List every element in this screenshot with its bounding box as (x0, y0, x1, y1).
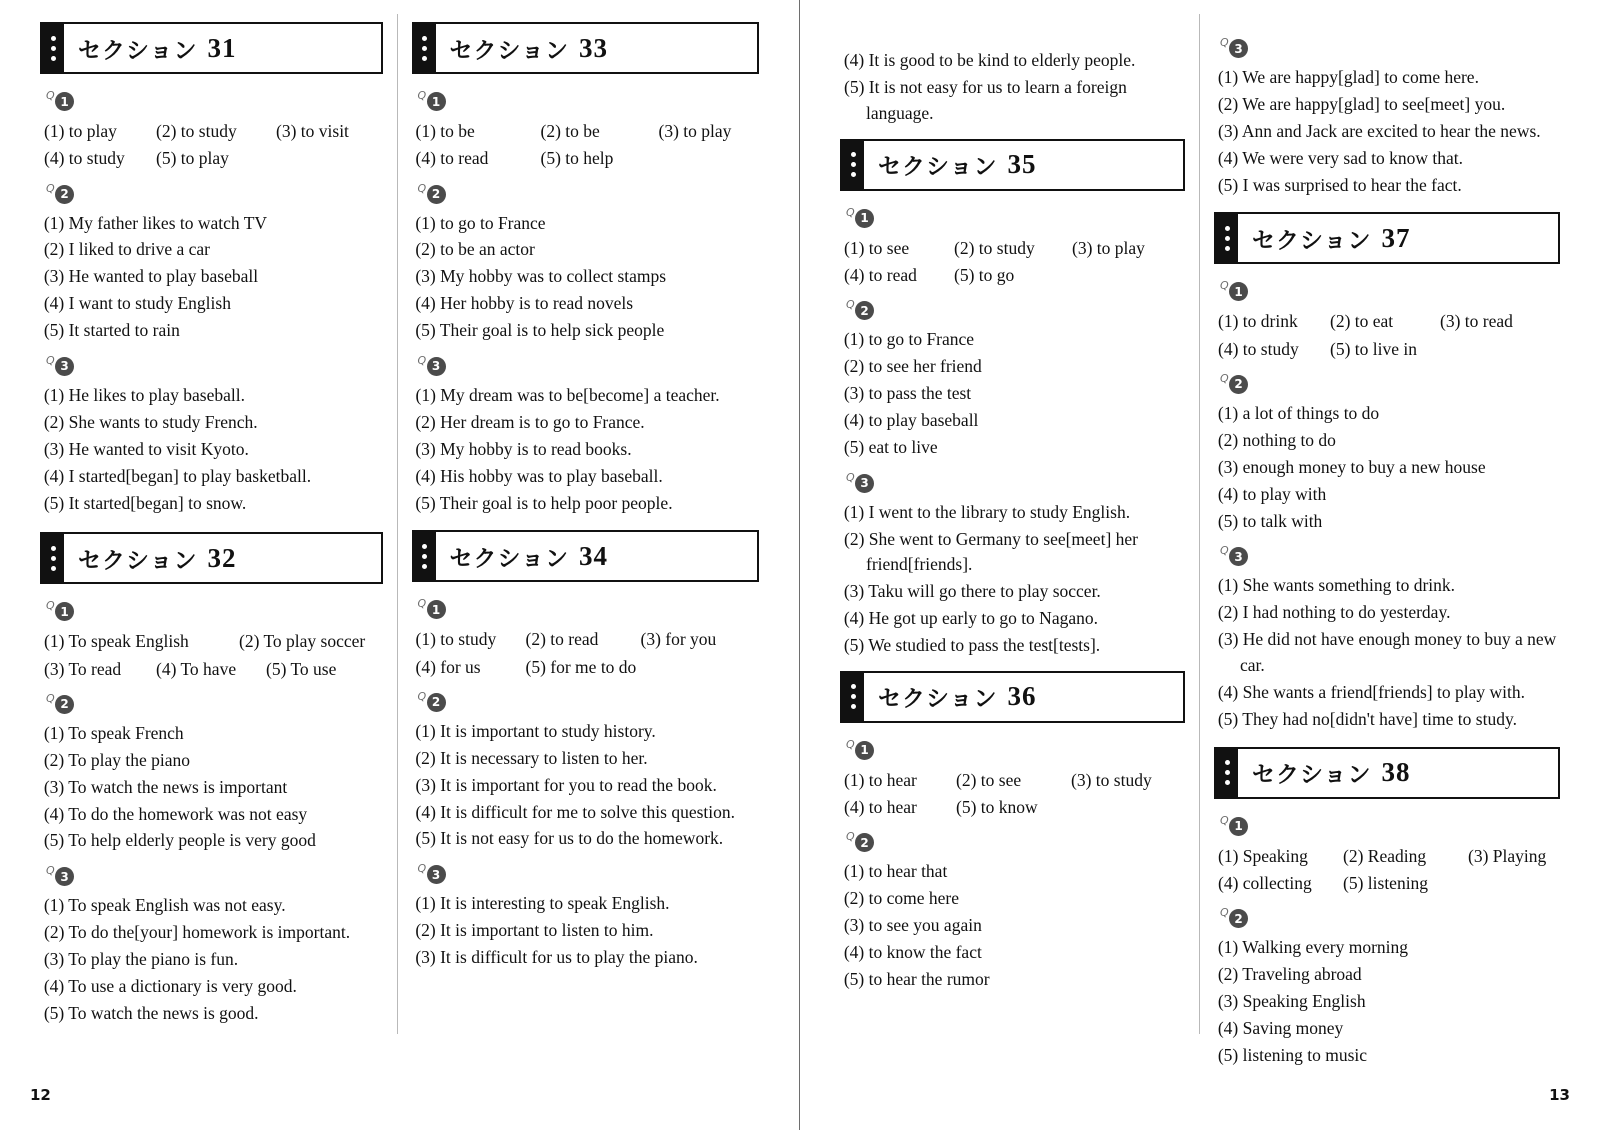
spine-dot-icon (851, 704, 856, 709)
answer-item: (2) To do the[your] homework is important. (44, 922, 351, 943)
q-letter: Q (417, 181, 427, 195)
spine-dot-icon (51, 546, 56, 551)
question-number: 3 (855, 474, 874, 493)
answer-item: (1) to go to France (843, 329, 975, 350)
spine-dot-icon (422, 56, 427, 61)
answer-item: (5) to live in (1330, 338, 1417, 359)
section-title-text: セクション (449, 37, 570, 64)
section-title-text: セクション (449, 545, 570, 572)
section-header-33 (412, 22, 760, 74)
answer-item: (3) to study (1071, 769, 1152, 790)
spine-dot-icon (422, 554, 427, 559)
question-badge-1 (1220, 814, 1250, 836)
answer-item: (1) I went to the library to study English. (843, 501, 1131, 522)
answer-item: (3) To play the piano is fun. (43, 949, 239, 970)
answer-line (40, 118, 383, 144)
q-letter: Q (846, 737, 855, 751)
q-letter: Q (1220, 371, 1229, 385)
question-badge-3 (1220, 36, 1250, 58)
answer-item: (2) We are happy[glad] to see[meet] you. (1217, 93, 1506, 114)
answer-item: (4) to play baseball (843, 409, 979, 430)
question-number: 2 (1229, 375, 1248, 394)
answer-line (840, 235, 1185, 261)
answer-item: (4) We were very sad to know that. (1217, 147, 1463, 168)
q-letter: Q (417, 689, 427, 703)
question-number: 1 (55, 92, 74, 111)
section-title-32 (64, 534, 381, 582)
question-number: 2 (55, 695, 74, 714)
section-number: 31 (207, 32, 237, 63)
answer-item: (4) Her hobby is to read novels (415, 293, 634, 314)
question-number: 2 (427, 185, 446, 204)
question-badge-2 (46, 182, 76, 204)
answer-line (40, 628, 383, 654)
answer-item: (3) to play (658, 121, 732, 141)
spine-dot-icon (1225, 770, 1230, 775)
question-badge-2 (1220, 906, 1250, 928)
answer-item: (3) He did not have enough money to buy a new car. (1218, 629, 1557, 676)
answer-item: (2) It is important to listen to him. (415, 920, 654, 941)
section-number: 37 (1381, 222, 1411, 253)
answer-item: (5) It started to rain (43, 320, 180, 341)
answer-item: (4) Saving money (1217, 1017, 1344, 1038)
section-number: 32 (207, 542, 237, 573)
answer-item: (3) Playing (1468, 845, 1547, 866)
section-title-text: セクション (78, 547, 198, 574)
answer-item: (5) Their goal is to help sick people (415, 320, 665, 341)
right-column-2 (1200, 14, 1574, 1065)
section-title-31 (64, 24, 381, 72)
answer-item: (5) It started[began] to snow. (43, 492, 247, 513)
answer-line (1214, 870, 1560, 896)
spine-dot-icon (1225, 246, 1230, 251)
answer-item: (4) to know the fact (843, 942, 982, 963)
answer-item: (4) collecting (1218, 873, 1312, 893)
answer-item: (3) to visit (276, 121, 349, 141)
q-letter: Q (846, 830, 855, 844)
q-letter: Q (846, 298, 855, 312)
answer-item: (4) I started[began] to play basketball. (43, 465, 312, 486)
answer-item: (2) She wants to study French. (43, 411, 258, 432)
spine-dot-icon (851, 162, 856, 167)
section-number: 35 (1007, 149, 1037, 180)
answer-item: (1) to play (44, 121, 117, 141)
answer-item: (5) It is not easy for us to learn a foreign language. (844, 76, 1127, 123)
section-number: 33 (579, 32, 609, 63)
answer-item: (5) We studied to pass the test[tests]. (843, 635, 1101, 656)
spine-dot-icon (851, 152, 856, 157)
answer-item: (1) to drink (1218, 311, 1298, 332)
answer-item: (3) to see you again (843, 915, 982, 936)
right-column-1 (826, 14, 1200, 1034)
answer-item: (5) listening to music (1217, 1044, 1368, 1065)
section-number: 34 (579, 540, 609, 571)
spine-dot-icon (851, 694, 856, 699)
answer-item: (4) It is good to be kind to elderly people. (843, 50, 1136, 70)
answer-line (1214, 843, 1560, 869)
answer-item: (1) Walking every morning (1217, 937, 1409, 958)
answer-item: (3) Ann and Jack are excited to hear the news. (1218, 120, 1541, 141)
question-badge-1 (846, 206, 876, 228)
answer-item: (4) I want to study English (43, 293, 231, 314)
question-number: 1 (427, 92, 446, 111)
answer-item: (1) to hear (844, 769, 917, 790)
question-number: 2 (1229, 909, 1248, 928)
answer-item: (5) Their goal is to help poor people. (415, 492, 673, 513)
answer-item: (1) It is interesting to speak English. (415, 893, 670, 914)
answer-item: (4) to read (844, 264, 917, 285)
answer-item: (5) listening (1343, 873, 1429, 893)
answer-line (840, 794, 1185, 820)
question-badge-1 (46, 599, 76, 621)
answer-item: (4) To have (156, 658, 237, 679)
spine-dot-icon (1225, 226, 1230, 231)
section-title-text: セクション (878, 686, 998, 713)
spine-dot-icon (422, 564, 427, 569)
answer-item: (4) for us (415, 656, 481, 677)
question-number: 2 (855, 301, 874, 320)
answer-item: (5) To use (266, 658, 337, 679)
left-column-1 (26, 14, 398, 1034)
spine-dot-icon (851, 684, 856, 689)
answer-item: (2) It is necessary to listen to her. (415, 747, 648, 768)
answer-item: (4) to hear (844, 797, 917, 818)
q-letter: Q (417, 353, 427, 367)
question-number: 3 (427, 865, 446, 884)
answer-item: (1) My dream was to be[become] a teacher. (415, 384, 720, 405)
q-letter: Q (46, 864, 55, 878)
page-number-right: 13 (1549, 1086, 1570, 1104)
question-badge-2 (846, 830, 876, 852)
answer-item: (5) eat to live (843, 436, 938, 457)
answer-item: (1) My father likes to watch TV (43, 212, 268, 233)
answer-line (412, 626, 760, 652)
section-header-37 (1214, 212, 1560, 264)
answer-item: (5) It is not easy for us to do the homework. (415, 828, 724, 849)
answer-item: (1) to go to France (415, 212, 546, 233)
answer-item: (3) It is difficult for us to play the piano. (415, 947, 698, 968)
answer-item: (4) She wants a friend[friends] to play with. (1217, 681, 1525, 702)
answer-item: (5) to talk with (1217, 510, 1323, 531)
question-badge-3 (1220, 544, 1250, 566)
answer-item: (5) to go (954, 264, 1015, 285)
section-title-35 (864, 141, 1183, 189)
question-badge-3 (846, 471, 876, 493)
q-letter: Q (46, 89, 55, 102)
answer-line (1214, 336, 1560, 362)
question-number: 3 (1229, 547, 1248, 566)
answer-item: (5) to help (540, 148, 614, 169)
answer-item: (2) Her dream is to go to France. (415, 411, 645, 432)
question-number: 2 (855, 833, 874, 852)
spine-dot-icon (51, 56, 56, 61)
question-number: 1 (855, 209, 874, 228)
question-badge-1 (46, 89, 76, 111)
answer-item: (5) to play (156, 148, 229, 169)
answer-item: (5) To help elderly people is very good (43, 830, 316, 851)
answer-item: (2) To play soccer (239, 631, 366, 652)
spine-dot-icon (51, 556, 56, 561)
answer-item: (5) To watch the news is good. (43, 1002, 259, 1023)
spine-dot-icon (51, 46, 56, 51)
page-number-left: 12 (30, 1086, 51, 1104)
question-badge-3 (418, 862, 448, 884)
section-number: 38 (1381, 757, 1411, 788)
question-badge-1 (418, 597, 448, 619)
answer-item: (2) I liked to drive a car (43, 239, 210, 260)
question-badge-1 (846, 738, 876, 760)
section-header-34 (412, 530, 760, 582)
answer-item: (1) to hear that (843, 861, 948, 882)
spine-dot-icon (851, 172, 856, 177)
answer-item: (3) enough money to buy a new house (1217, 456, 1486, 477)
q-letter: Q (417, 862, 427, 876)
question-number: 3 (55, 357, 74, 376)
section-title-text: セクション (878, 154, 998, 181)
section-title-37 (1238, 214, 1558, 262)
section-spine (414, 24, 436, 72)
section-spine (414, 532, 436, 580)
answer-item: (1) It is important to study history. (415, 720, 656, 741)
spine-dot-icon (1225, 760, 1230, 765)
question-number: 1 (1229, 817, 1248, 836)
spine-dot-icon (422, 544, 427, 549)
q-letter: Q (846, 470, 855, 484)
answer-item: (1) to see (844, 237, 910, 258)
question-badge-2 (418, 690, 448, 712)
q-letter: Q (46, 691, 55, 705)
q-letter: Q (417, 89, 427, 102)
answer-item: (1) to study (415, 629, 497, 650)
answer-item: (2) Traveling abroad (1217, 964, 1362, 985)
question-number: 1 (427, 600, 446, 619)
answer-item: (1) She wants something to drink. (1217, 575, 1456, 596)
q-letter: Q (846, 205, 855, 219)
answer-item: (4) to study (44, 148, 125, 169)
answer-item: (1) He likes to play baseball. (43, 384, 246, 405)
answer-item: (2) I had nothing to do yesterday. (1217, 602, 1451, 623)
answer-item: (2) to come here (843, 888, 959, 909)
section-header-35 (840, 139, 1185, 191)
spine-dot-icon (422, 36, 427, 41)
spine-dot-icon (422, 46, 427, 51)
answer-item: (2) nothing to do (1217, 429, 1336, 450)
section-spine (1216, 749, 1238, 797)
question-number: 1 (855, 741, 874, 760)
answer-item: (4) to play with (1217, 483, 1327, 504)
answer-item: (1) We are happy[glad] to come here. (1217, 67, 1479, 87)
answer-item: (1) To speak English (44, 631, 189, 652)
answer-item: (4) to read (415, 148, 489, 169)
answer-item: (2) to see her friend (843, 356, 982, 377)
answer-line (40, 145, 383, 171)
section-title-text: セクション (1252, 227, 1372, 254)
section-title-34 (436, 532, 758, 580)
answer-line (840, 767, 1185, 793)
question-badge-3 (46, 864, 76, 886)
answer-item: (1) to be (415, 121, 475, 141)
answer-item: (4) To do the homework was not easy (43, 803, 308, 824)
section-header-31 (40, 22, 383, 74)
question-badge-2 (46, 692, 76, 714)
section-spine (842, 673, 864, 721)
answer-item: (3) He wanted to visit Kyoto. (43, 438, 249, 459)
answer-item: (3) Taku will go there to play soccer. (843, 581, 1101, 602)
section-header-38 (1214, 747, 1560, 799)
answer-line (412, 654, 760, 680)
answer-item: (4) He got up early to go to Nagano. (843, 608, 1098, 629)
section-header-32 (40, 532, 383, 584)
answer-item: (2) To play the piano (43, 749, 191, 770)
section-header-36 (840, 671, 1185, 723)
answer-item: (2) to see (956, 769, 1022, 790)
right-page (800, 0, 1600, 1130)
question-badge-1 (418, 89, 448, 111)
answer-item: (5) to hear the rumor (843, 969, 990, 990)
answer-item: (3) to pass the test (843, 382, 972, 403)
section-spine (842, 141, 864, 189)
section-title-38 (1238, 749, 1558, 797)
answer-item: (3) To watch the news is important (43, 776, 288, 797)
answer-item: (2) to read (525, 629, 599, 650)
q-letter: Q (1220, 279, 1229, 293)
answer-item: (2) to study (954, 237, 1035, 258)
q-letter: Q (1220, 544, 1229, 558)
answer-item: (2) Reading (1343, 845, 1427, 866)
section-number: 36 (1007, 681, 1037, 712)
answer-item: (3) It is important for you to read the book. (415, 774, 717, 795)
answer-item: (2) to be (540, 121, 600, 141)
answer-item: (2) to study (156, 121, 237, 141)
answer-item: (3) To read (44, 658, 122, 679)
answer-item: (4) To use a dictionary is very good. (43, 976, 297, 997)
spine-dot-icon (51, 566, 56, 571)
question-number: 3 (1229, 39, 1248, 58)
question-number: 2 (55, 185, 74, 204)
question-badge-2 (1220, 372, 1250, 394)
answer-item: (3) to play (1072, 237, 1145, 258)
answer-item: (1) To speak French (43, 722, 184, 743)
answer-item: (2) She went to Germany to see[meet] her friend[friends]. (844, 528, 1138, 575)
spine-dot-icon (1225, 236, 1230, 241)
spine-dot-icon (51, 36, 56, 41)
answer-item: (5) I was surprised to hear the fact. (1217, 174, 1462, 195)
answer-line (40, 656, 383, 682)
section-title-text: セクション (78, 37, 198, 64)
answer-item: (1) a lot of things to do (1217, 402, 1380, 423)
answer-line (1214, 308, 1560, 334)
answer-item: (5) for me to do (525, 656, 637, 677)
q-letter: Q (1220, 906, 1229, 920)
answer-item: (3) My hobby was to collect stamps (415, 266, 667, 287)
answer-item: (3) My hobby is to read books. (415, 438, 632, 459)
section-spine (42, 24, 64, 72)
section-title-36 (864, 673, 1183, 721)
answer-item: (2) to eat (1330, 311, 1394, 332)
answer-item: (5) They had no[didn't have] time to study. (1217, 708, 1517, 729)
question-number: 3 (427, 357, 446, 376)
spine-dot-icon (1225, 780, 1230, 785)
answer-item: (4) It is difficult for me to solve this question. (415, 801, 735, 822)
q-letter: Q (1220, 813, 1229, 827)
question-badge-2 (846, 298, 876, 320)
answer-line (840, 262, 1185, 288)
question-number: 1 (55, 602, 74, 621)
answer-item: (1) To speak English was not easy. (43, 895, 286, 916)
question-badge-2 (418, 182, 448, 204)
section-spine (42, 534, 64, 582)
q-letter: Q (1220, 36, 1229, 49)
answer-item: (3) Speaking English (1217, 991, 1366, 1012)
answer-item: (1) Speaking (1218, 845, 1308, 866)
question-badge-3 (46, 354, 76, 376)
question-number: 2 (427, 693, 446, 712)
section-title-text: セクション (1252, 762, 1372, 789)
q-letter: Q (46, 353, 55, 367)
answer-item: (2) to be an actor (415, 239, 535, 260)
q-letter: Q (46, 599, 55, 613)
q-letter: Q (417, 597, 427, 611)
answer-item: (4) His hobby was to play baseball. (415, 465, 663, 486)
answer-item: (3) for you (640, 629, 717, 650)
question-number: 1 (1229, 282, 1248, 301)
question-badge-1 (1220, 279, 1250, 301)
answer-item: (5) to know (956, 797, 1038, 818)
question-badge-3 (418, 354, 448, 376)
answer-item: (4) to study (1218, 338, 1299, 359)
answer-line (412, 118, 760, 144)
question-number: 3 (55, 867, 74, 886)
answer-line (412, 145, 760, 171)
section-title-33 (436, 24, 758, 72)
q-letter: Q (46, 181, 55, 195)
section-spine (1216, 214, 1238, 262)
left-column-2 (398, 14, 774, 1034)
answer-item: (3) He wanted to play baseball (43, 266, 259, 287)
answer-item: (3) to read (1440, 311, 1513, 332)
